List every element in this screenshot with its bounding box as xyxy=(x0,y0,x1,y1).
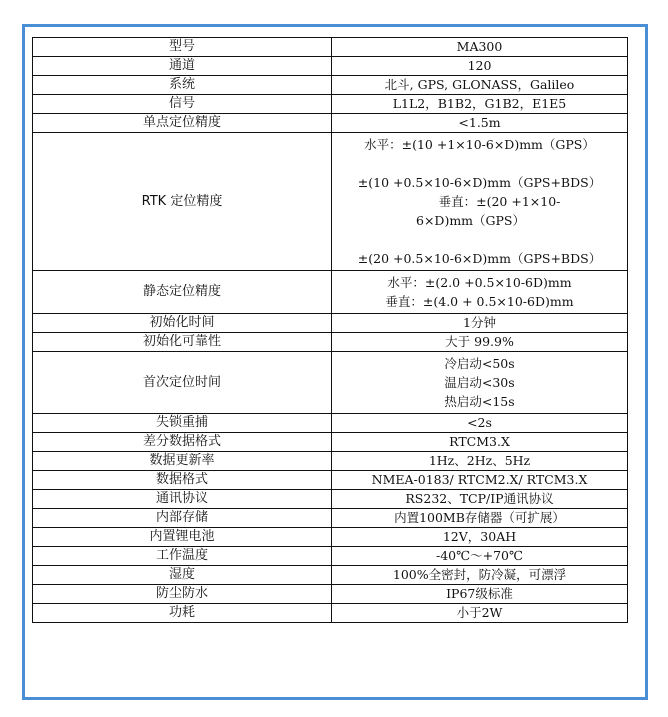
row-value: 北斗, GPS, GLONASS，Galileo xyxy=(332,76,628,95)
row-value: L1L2，B1B2，G1B2，E1E5 xyxy=(332,95,628,114)
row-key: 失锁重捕 xyxy=(33,414,332,433)
row-key: 内置锂电池 xyxy=(33,528,332,547)
table-row xyxy=(33,566,628,585)
table-row xyxy=(33,604,628,623)
row-key: 系统 xyxy=(33,76,332,95)
row-key: 信号 xyxy=(33,95,332,114)
row-key: 首次定位时间 xyxy=(33,352,332,414)
table-row-rtk xyxy=(33,133,628,271)
row-value: <2s xyxy=(332,414,628,433)
row-key: 初始化时间 xyxy=(33,314,332,333)
row-key: 湿度 xyxy=(33,566,332,585)
table-row xyxy=(33,509,628,528)
row-value: -40℃～+70℃ xyxy=(332,547,628,566)
first-fix-line: 温启动<30s xyxy=(444,375,515,390)
row-value-multiline xyxy=(332,352,628,414)
static-line: 水平：±(2.0 +0.5×10-6D)mm xyxy=(387,275,572,290)
static-line: 垂直：±(4.0 + 0.5×10-6D)mm xyxy=(385,294,574,309)
table-row xyxy=(33,57,628,76)
table-row xyxy=(33,314,628,333)
row-value: 12V，30AH xyxy=(332,528,628,547)
spec-table xyxy=(32,37,628,623)
row-value: 120 xyxy=(332,57,628,76)
table-row xyxy=(33,528,628,547)
rtk-line: ±(20 +0.5×10-6×D)mm（GPS+BDS） xyxy=(357,251,602,266)
row-key: 数据更新率 xyxy=(33,452,332,471)
row-value-multiline xyxy=(332,133,628,271)
row-key: 差分数据格式 xyxy=(33,433,332,452)
rtk-line: 水平：±(10 +1×10-6×D)mm（GPS） xyxy=(364,137,595,152)
table-row xyxy=(33,471,628,490)
row-value: 1分钟 xyxy=(332,314,628,333)
row-key: 初始化可靠性 xyxy=(33,333,332,352)
rtk-line: 6×D)mm（GPS） xyxy=(416,213,525,228)
row-value: RTCM3.X xyxy=(332,433,628,452)
row-key: 工作温度 xyxy=(33,547,332,566)
row-value-multiline xyxy=(332,271,628,314)
first-fix-line: 冷启动<50s xyxy=(444,356,515,371)
table-row xyxy=(33,333,628,352)
table-row-first-fix xyxy=(33,352,628,414)
table-row xyxy=(33,547,628,566)
table-row xyxy=(33,76,628,95)
row-value: NMEA-0183/ RTCM2.X/ RTCM3.X xyxy=(332,471,628,490)
table-row-static xyxy=(33,271,628,314)
row-value: 100%全密封，防冷凝，可漂浮 xyxy=(332,566,628,585)
row-key: 单点定位精度 xyxy=(33,114,332,133)
table-row xyxy=(33,452,628,471)
first-fix-line: 热启动<15s xyxy=(444,394,515,409)
row-value: 1Hz、2Hz、5Hz xyxy=(332,452,628,471)
row-key: 通道 xyxy=(33,57,332,76)
table-row xyxy=(33,490,628,509)
row-key: 防尘防水 xyxy=(33,585,332,604)
row-key: 型号 xyxy=(33,38,332,57)
row-key: 静态定位精度 xyxy=(33,271,332,314)
row-value: 大于 99.9% xyxy=(332,333,628,352)
table-row xyxy=(33,38,628,57)
row-key: 功耗 xyxy=(33,604,332,623)
rtk-line: 垂直：±(20 +1×10- xyxy=(438,194,561,209)
spec-table-frame xyxy=(22,24,648,700)
table-row xyxy=(33,433,628,452)
row-key: RTK 定位精度 xyxy=(33,133,332,271)
row-value: 内置100MB存储器（可扩展） xyxy=(332,509,628,528)
table-row xyxy=(33,585,628,604)
row-value: <1.5m xyxy=(332,114,628,133)
rtk-line: ±(10 +0.5×10-6×D)mm（GPS+BDS） xyxy=(357,175,602,190)
table-row xyxy=(33,414,628,433)
row-value: IP67级标准 xyxy=(332,585,628,604)
row-value: 小于2W xyxy=(332,604,628,623)
row-key: 内部存储 xyxy=(33,509,332,528)
row-value: MA300 xyxy=(332,38,628,57)
row-value: RS232、TCP/IP通讯协议 xyxy=(332,490,628,509)
row-key: 通讯协议 xyxy=(33,490,332,509)
table-row xyxy=(33,95,628,114)
table-row xyxy=(33,114,628,133)
row-key: 数据格式 xyxy=(33,471,332,490)
